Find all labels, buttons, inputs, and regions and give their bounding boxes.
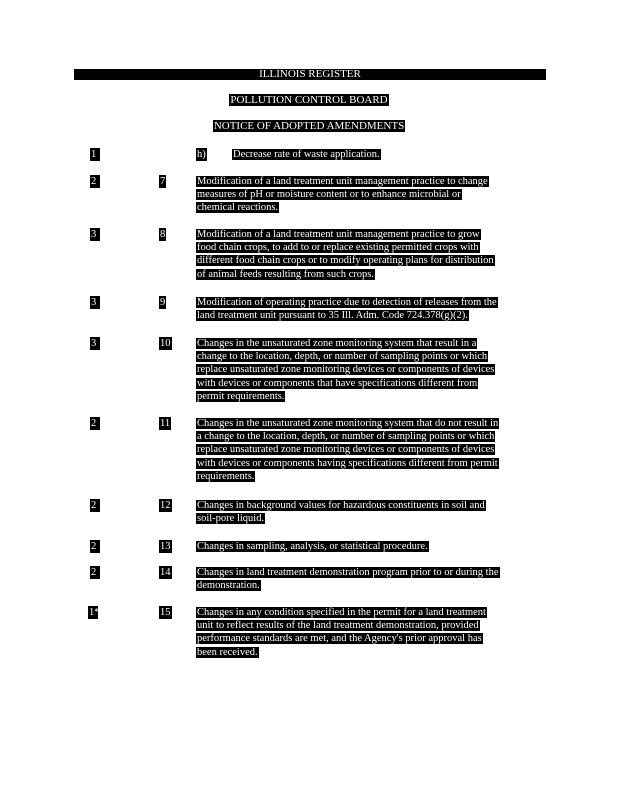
item-description bbox=[196, 566, 500, 592]
item-code: 15 bbox=[160, 607, 171, 618]
description-line: change to the location, depth, or number of sampling points or which bbox=[197, 351, 488, 363]
class-number: 2 bbox=[90, 566, 100, 579]
description-line: Changes in any condition specified in the permit for a land treatment bbox=[197, 607, 486, 618]
item-code: 12 bbox=[160, 500, 171, 511]
description-line: with devices or components having specifications different from permit bbox=[197, 457, 498, 469]
class-number: 1* bbox=[89, 607, 100, 618]
item-description bbox=[196, 540, 429, 553]
description-line: Decrease rate of waste application. bbox=[233, 149, 380, 160]
register-header-bar bbox=[74, 69, 546, 80]
class-number: 1 bbox=[90, 148, 100, 161]
class-number: 2 bbox=[90, 499, 100, 512]
description-line: chemical reactions. bbox=[197, 202, 279, 214]
notice-title-text: NOTICE OF ADOPTED AMENDMENTS bbox=[213, 120, 405, 132]
description-line: soil-pore liquid. bbox=[197, 513, 265, 525]
item-description bbox=[232, 148, 381, 161]
description-line: a change to the location, depth, or number of sampling points or which bbox=[197, 431, 495, 443]
item-code: 14 bbox=[160, 567, 171, 578]
description-line: performance standards are met, and the Agency's prior approval has bbox=[197, 633, 482, 645]
description-line: unit to reflect results of the land treatment demonstration, provided bbox=[197, 620, 479, 632]
item-code: 10 bbox=[160, 338, 171, 349]
class-number: 2 bbox=[90, 417, 100, 430]
description-line: with devices or components that have specifications different from bbox=[197, 377, 478, 389]
description-line: Modification of operating practice due to detection of releases from the bbox=[197, 297, 497, 308]
item-description bbox=[196, 606, 487, 659]
board-title-text: POLLUTION CONTROL BOARD bbox=[230, 94, 388, 106]
class-number: 3 bbox=[90, 228, 100, 241]
item-description bbox=[196, 228, 495, 281]
item-description bbox=[196, 175, 489, 215]
description-line: requirements. bbox=[197, 470, 255, 482]
description-line: land treatment unit pursuant to 35 Ill. Adm. Code 724.378(g)(2). bbox=[197, 310, 468, 322]
description-line: Modification of a land treatment unit management practice to change bbox=[197, 176, 488, 187]
description-line: Changes in land treatment demonstration program prior to or during the bbox=[197, 567, 499, 578]
class-number: 3 bbox=[90, 337, 100, 350]
description-line: replace unsaturated zone monitoring devices or components of devices bbox=[197, 364, 495, 376]
description-line: different food chain crops or to modify operating plans for distribution bbox=[197, 255, 494, 267]
item-description bbox=[196, 296, 498, 322]
description-line: replace unsaturated zone monitoring devices or components of devices bbox=[197, 444, 495, 456]
description-line: measures of pH or moisture content or to enhance microbial or bbox=[197, 189, 461, 201]
item-code: 7 bbox=[160, 176, 166, 187]
description-line: demonstration. bbox=[197, 580, 260, 592]
board-title bbox=[0, 94, 618, 107]
class-number: 3 bbox=[90, 296, 100, 309]
description-line: Changes in the unsaturated zone monitoring system that do not result in bbox=[197, 418, 499, 429]
notice-title bbox=[0, 120, 618, 133]
description-line: been received. bbox=[197, 646, 258, 658]
item-code: 9 bbox=[160, 297, 166, 308]
class-number: 2 bbox=[90, 540, 100, 553]
description-line: Changes in sampling, analysis, or statistical procedure. bbox=[197, 541, 428, 552]
item-code: 8 bbox=[160, 229, 166, 240]
description-line: Changes in background values for hazardous constituents in soil and bbox=[197, 500, 485, 511]
description-line: of animal feeds resulting from such crops. bbox=[197, 268, 374, 280]
class-number: 2 bbox=[90, 175, 100, 188]
item-code: 11 bbox=[160, 418, 171, 429]
description-line: Changes in the unsaturated zone monitoring system that result in a bbox=[197, 338, 477, 349]
item-description bbox=[196, 337, 495, 403]
description-line: food chain crops, to add to or replace existing permitted crops with bbox=[197, 242, 479, 254]
item-description bbox=[196, 417, 499, 483]
item-code: h) bbox=[197, 149, 206, 160]
register-title: ILLINOIS REGISTER bbox=[259, 68, 361, 80]
item-code: 13 bbox=[160, 541, 171, 552]
description-line: Modification of a land treatment unit management practice to grow bbox=[197, 229, 480, 240]
description-line: permit requirements. bbox=[197, 390, 285, 402]
item-description bbox=[196, 499, 486, 525]
